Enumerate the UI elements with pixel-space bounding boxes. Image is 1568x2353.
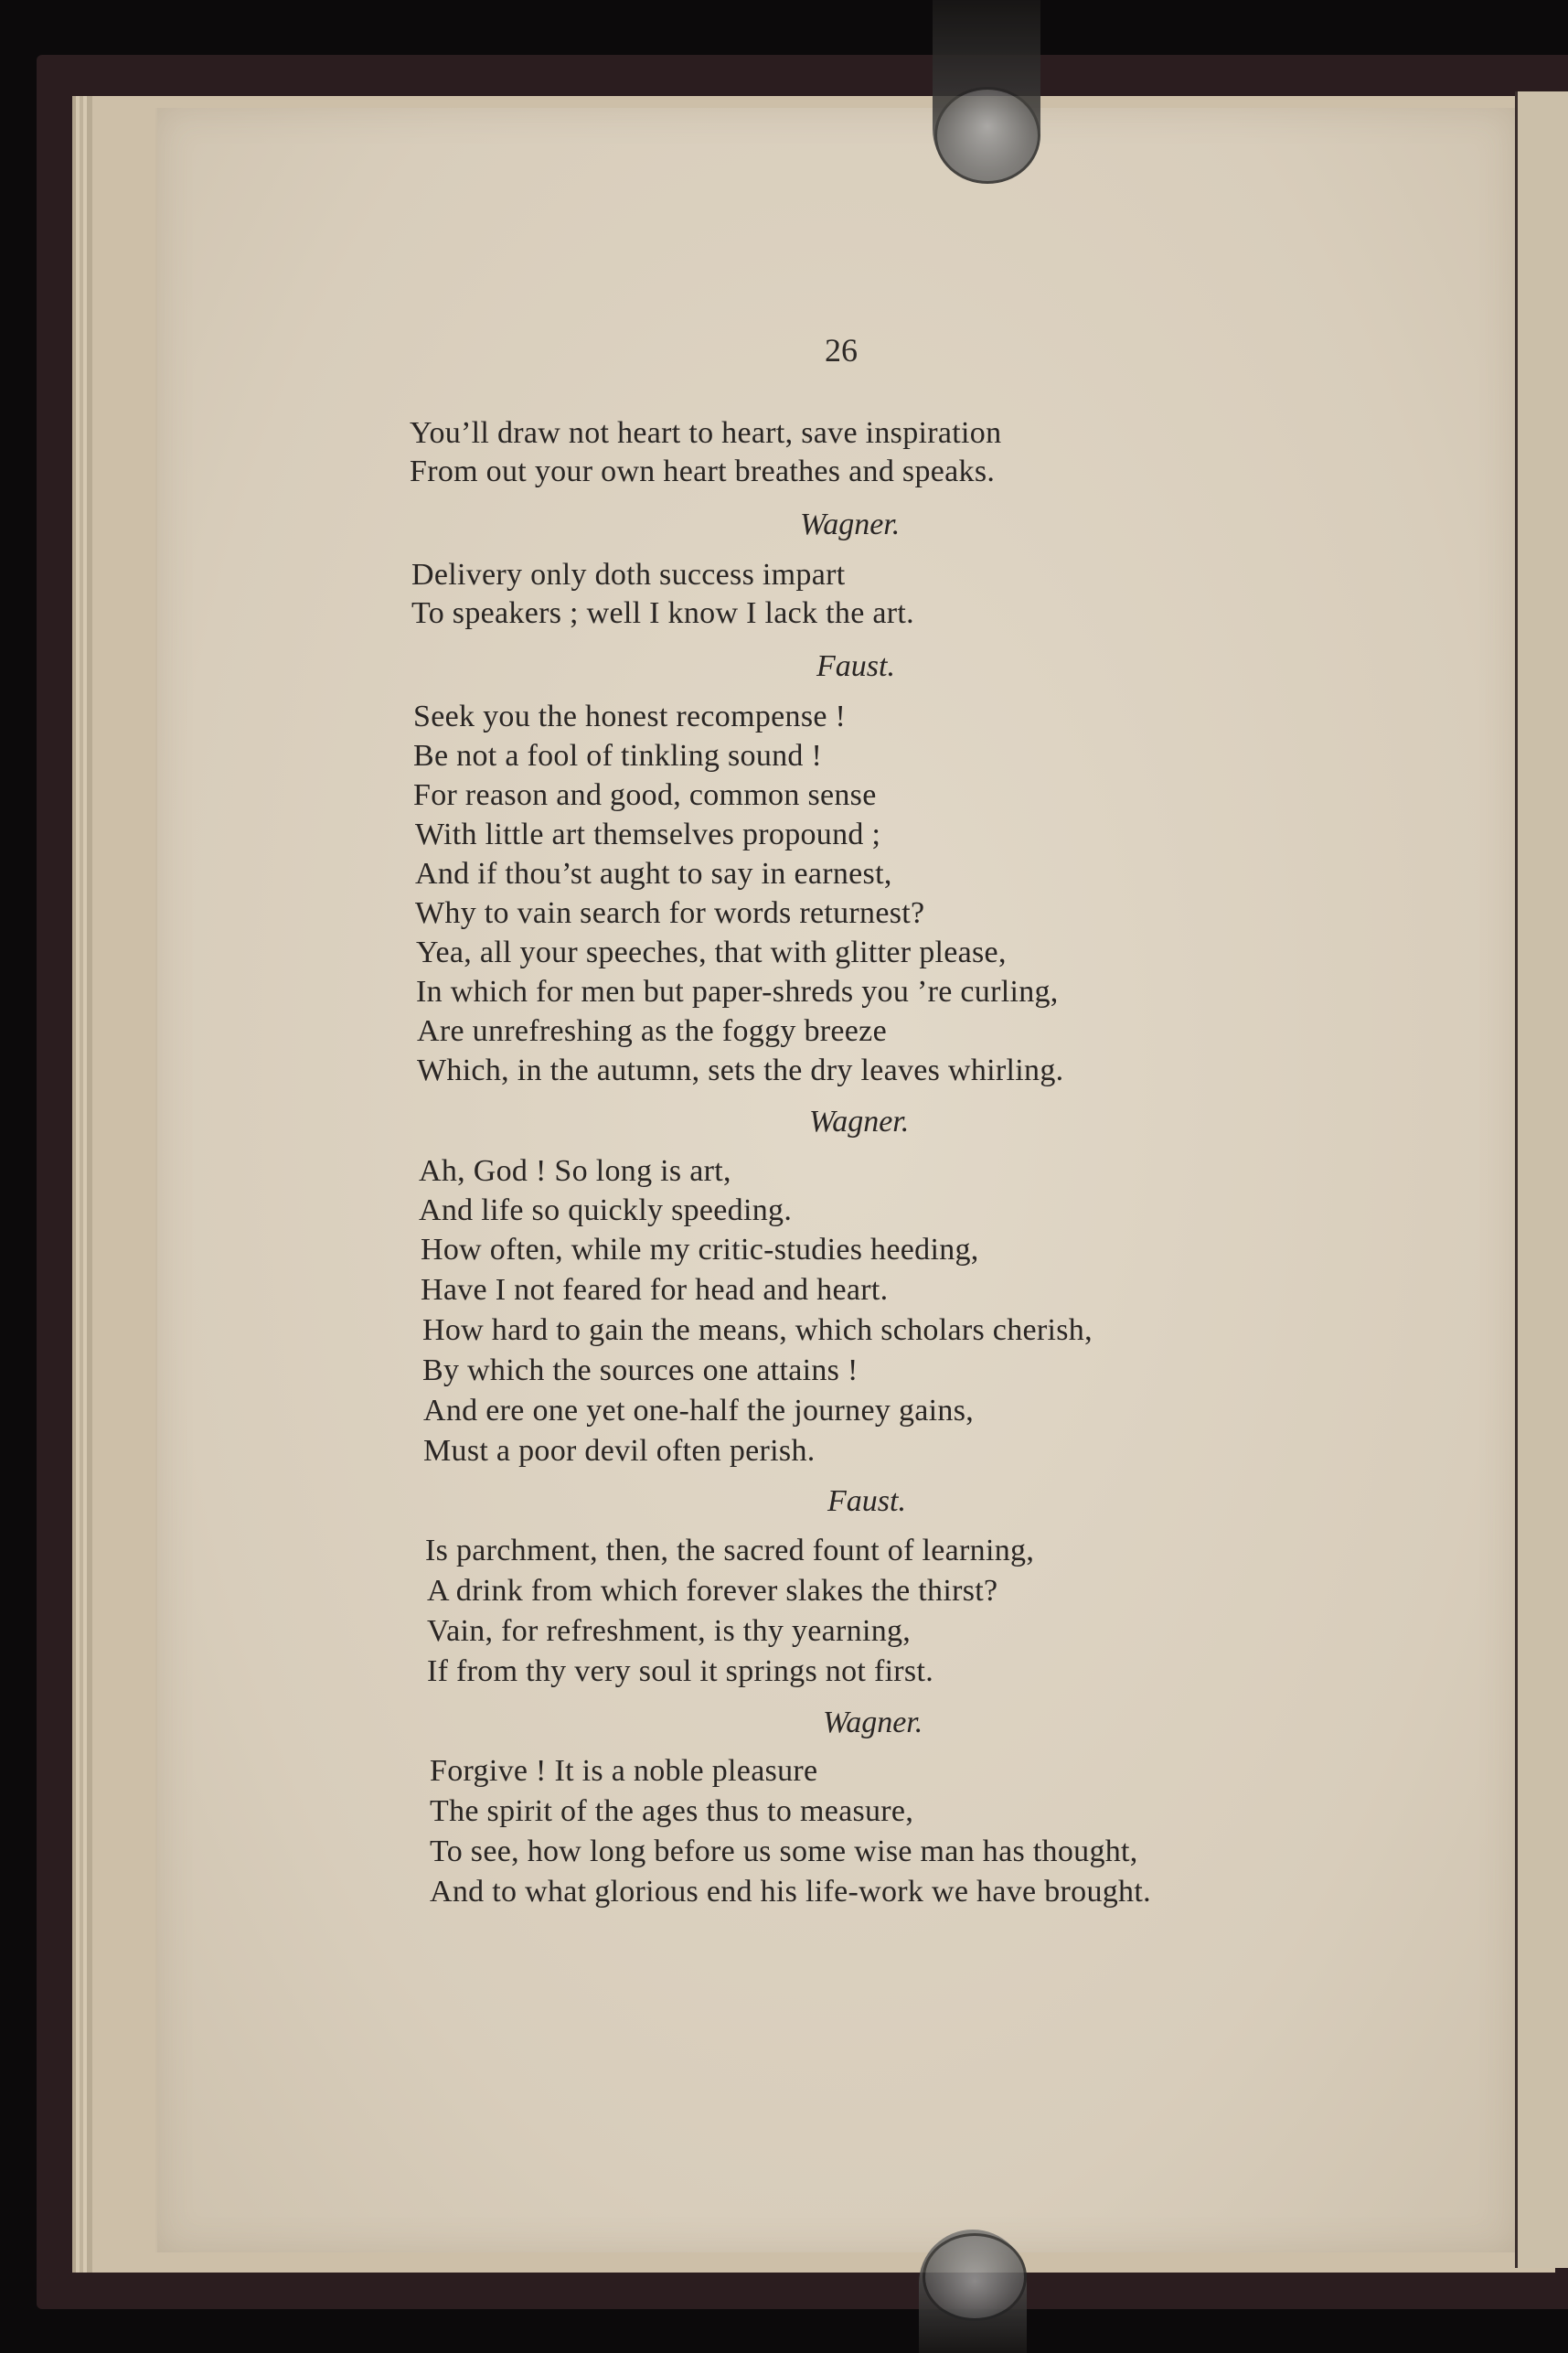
verse-line: Yea, all your speeches, that with glitter please, — [416, 936, 1007, 969]
verse-line: How often, while my critic-studies heeding, — [421, 1233, 979, 1267]
verse-line: You’ll draw not heart to heart, save inspiration — [410, 416, 1002, 450]
verse-line: The spirit of the ages thus to measure, — [430, 1794, 914, 1828]
speaker-name: Faust. — [827, 1484, 906, 1518]
verse-line: Vain, for refreshment, is thy yearning, — [427, 1614, 912, 1648]
clip-ring — [934, 87, 1040, 184]
verse-line: And if thou’st aught to say in earnest, — [415, 857, 892, 891]
verse-line: A drink from which forever slakes the thirst? — [427, 1574, 998, 1608]
verse-line: And life so quickly speeding. — [419, 1193, 793, 1227]
verse-line: Seek you the honest recompense ! — [413, 700, 847, 733]
speaker-name: Wagner. — [809, 1105, 910, 1139]
verse-line: Forgive ! It is a noble pleasure — [430, 1754, 818, 1788]
verse-line: Be not a fool of tinkling sound ! — [413, 739, 823, 773]
verse-line: Must a poor devil often perish. — [423, 1434, 816, 1468]
bottom-clip — [919, 2230, 1027, 2353]
verse-line: If from thy very soul it springs not first. — [427, 1654, 934, 1688]
verse-line: Are unrefreshing as the foggy breeze — [417, 1014, 887, 1048]
verse-line: In which for men but paper-shreds you ’re curling, — [416, 975, 1059, 1009]
facing-page-edge — [1515, 91, 1568, 2268]
verse-line: For reason and good, common sense — [413, 778, 877, 812]
verse-line: Which, in the autumn, sets the dry leaves whirling. — [417, 1054, 1064, 1087]
speaker-name: Faust. — [816, 649, 895, 683]
verse-line: And ere one yet one-half the journey gains, — [423, 1394, 975, 1428]
verse-line: From out your own heart breathes and speaks. — [410, 455, 996, 488]
verse-line: To see, how long before us some wise man has thought, — [430, 1834, 1138, 1868]
verse-line: Is parchment, then, the sacred fount of learning, — [425, 1534, 1035, 1567]
verse-line: And to what glorious end his life-work we have brought. — [430, 1875, 1151, 1909]
speaker-name: Wagner. — [823, 1706, 923, 1739]
clip-ring — [923, 2233, 1027, 2321]
speaker-name: Wagner. — [800, 508, 901, 541]
verse-line: Why to vain search for words returnest? — [415, 896, 925, 930]
verse-line: How hard to gain the means, which scholars cherish, — [422, 1313, 1093, 1347]
verse-line: Delivery only doth success impart — [411, 558, 846, 592]
verse-line: With little art themselves propound ; — [415, 818, 881, 851]
verse-line: Ah, God ! So long is art, — [419, 1154, 731, 1188]
verse-line: Have I not feared for head and heart. — [421, 1273, 889, 1307]
top-clip — [933, 0, 1040, 183]
verse-line: By which the sources one attains ! — [422, 1353, 859, 1387]
page-number: 26 — [825, 332, 858, 369]
verse-line: To speakers ; well I know I lack the art. — [411, 596, 914, 630]
